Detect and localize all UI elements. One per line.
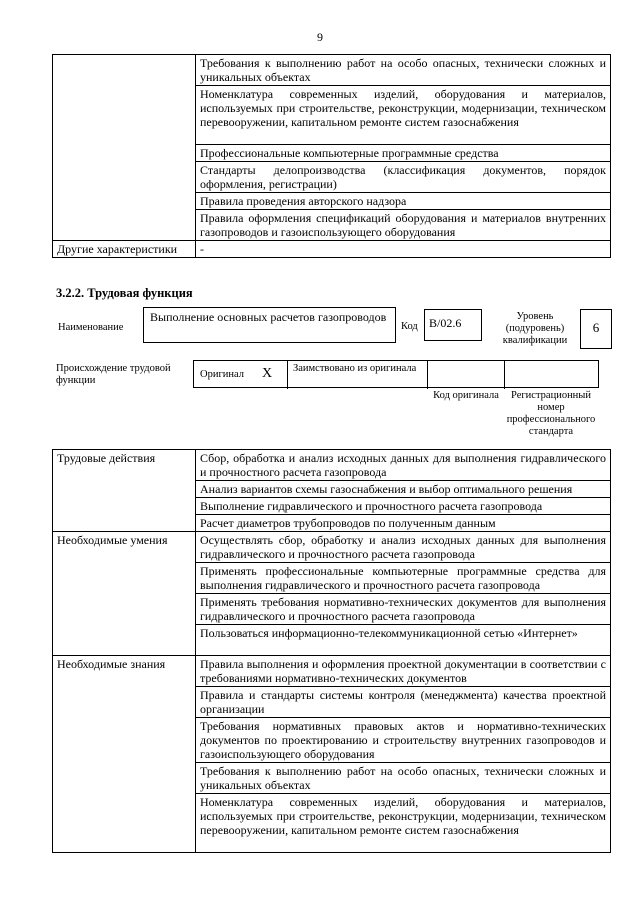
code-original-label: Код оригинала [433,390,499,401]
table-cell: Применять профессиональные компьютерные программные средства для выполнения гидравлического и прочностного расчета газопровода [196,563,611,594]
function-name: Выполнение основных расчетов газопроводов [150,310,387,324]
table-cell: Расчет диаметров трубопроводов по полученным данным [196,515,611,532]
table-cell: Пользоваться информационно-телекоммуникационной сетью «Интернет» [196,625,611,656]
divider [504,361,505,389]
original-label: Оригинал [200,369,244,380]
borrowed-label: Заимствовано из оригинала [293,363,417,374]
row-label: Необходимые знания [53,656,196,853]
table-row [53,532,611,563]
row-label: Трудовые действия [53,450,196,532]
table-cell: Требования нормативных правовых актов и нормативно-технических документов по проектированию и строительству внутренних газопроводов и газоиспользующего оборудования [196,718,611,763]
table-cell: Правила выполнения и оформления проектной документации в соответствии с требованиями нормативно-технических документов [196,656,611,687]
original-mark: X [262,366,273,381]
table-row [53,55,611,86]
page-number: 9 [317,30,323,44]
table-cell: Правила и стандарты системы контроля (менеджмента) качества проектной организации [196,687,611,718]
table-row [53,450,611,481]
table-cell: Применять требования нормативно-технических документов для выполнения гидравлического и прочностного расчета газопровода [196,594,611,625]
table-cell: Выполнение гидравлического и прочностного расчета газопровода [196,498,611,515]
code-value: B/02.6 [429,316,462,330]
table-cell: Профессиональные компьютерные программные средства [196,145,611,162]
qualification-level-label: Уровень (подуровень) квалификации [502,311,568,346]
divider [287,361,288,389]
qualification-level-value: 6 [592,320,600,335]
table-cell: Анализ вариантов схемы газоснабжения и выбор оптимального решения [196,481,611,498]
origin-label: Происхождение трудовой функции [56,363,171,386]
origin-box [193,360,599,388]
table-cell: Стандарты делопроизводства (классификация документов, порядок оформления, регистрации) [196,162,611,193]
row-label: Другие характеристики [53,241,196,258]
table-cell: Правила проведения авторского надзора [196,193,611,210]
registration-number-label: Регистрационный номер профессионального стандарта [506,390,596,437]
table-cell: Требования к выполнению работ на особо опасных, технически сложных и уникальных объектах [196,763,611,794]
table-cell: Номенклатура современных изделий, оборудования и материалов, используемых при строительстве, реконструкции, модернизации, техническом перевооружении, капитальном ремонте систем газоснабжения [196,794,611,853]
table-cell: Осуществлять сбор, обработку и анализ исходных данных для выполнения гидравлического и прочностного расчета газопровода [196,532,611,563]
table-cell: Номенклатура современных изделий, оборудования и материалов, используемых при строительстве, реконструкции, модернизации, техническом перевооружении, капитальном ремонте систем газоснабжения [196,86,611,145]
knowledge-table-continuation [52,54,611,258]
table-row [53,241,611,258]
function-name-box [143,307,396,343]
labor-function-table [52,449,611,853]
row-label: Необходимые умения [53,532,196,656]
divider [427,361,428,389]
code-label: Код [401,321,418,332]
table-cell: Требования к выполнению работ на особо опасных, технически сложных и уникальных объектах [196,55,611,86]
table-row [53,656,611,687]
table-cell: Правила оформления спецификаций оборудования и материалов внутренних газопроводов и газоиспользующего оборудования [196,210,611,241]
table-cell: - [196,241,611,258]
name-label: Наименование [58,322,124,333]
table-cell: Сбор, обработка и анализ исходных данных для выполнения гидравлического и прочностного расчета газопровода [196,450,611,481]
qualification-level-box [580,309,612,349]
row-label-empty [53,55,196,241]
section-heading: 3.2.2. Трудовая функция [56,286,193,300]
code-box [424,309,482,341]
